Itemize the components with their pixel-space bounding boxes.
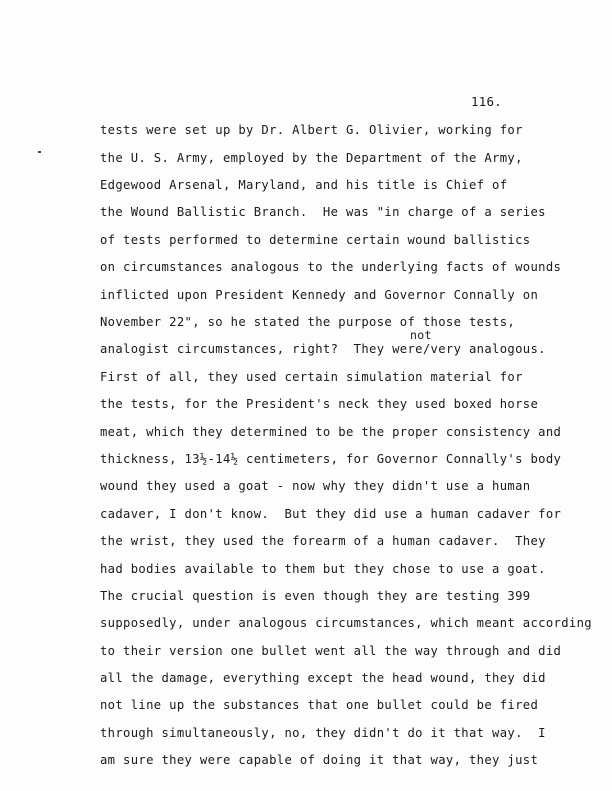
text-line: am sure they were capable of doing it that way, they just [100, 753, 539, 767]
text-line: through simultaneously, no, they didn't do it that way. I [100, 726, 546, 740]
text-line: the wrist, they used the forearm of a human cadaver. They [100, 534, 546, 548]
text-line: thickness, 13½-14½ centimeters, for Governor Connally's body [100, 452, 562, 466]
text-line: supposedly, under analogous circumstances, which meant according [100, 616, 592, 630]
text-line: tests were set up by Dr. Albert G. Olivier, working for [100, 123, 523, 137]
text-line: meat, which they determined to be the proper consistency and [100, 425, 562, 439]
text-line: wound they used a goat - now why they didn't use a human [100, 479, 531, 493]
text-line: The crucial question is even though they are testing 399 [100, 589, 531, 603]
text-line: not line up the substances that one bullet could be fired [100, 698, 539, 712]
text-line: inflicted upon President Kennedy and Governor Connally on [100, 288, 539, 302]
text-line: of tests performed to determine certain wound ballistics [100, 233, 531, 247]
text-line: on circumstances analogous to the underlying facts of wounds [100, 260, 562, 274]
text-line: to their version one bullet went all the way through and did [100, 644, 562, 658]
text-line: cadaver, I don't know. But they did use a human cadaver for [100, 507, 562, 521]
text-line: Edgewood Arsenal, Maryland, and his title is Chief of [100, 178, 508, 192]
margin-mark [38, 151, 41, 153]
text-line: analogist circumstances, right? They were/very analogous. [100, 342, 546, 356]
page-number: 116. [471, 94, 502, 109]
text-line: all the damage, everything except the head wound, they did [100, 671, 546, 685]
interlinear-insertion: not [410, 328, 432, 342]
text-line: had bodies available to them but they chose to use a goat. [100, 562, 546, 576]
text-line: November 22", so he stated the purpose of those tests, [100, 315, 516, 329]
text-line: the U. S. Army, employed by the Department of the Army, [100, 151, 523, 165]
text-line: the tests, for the President's neck they used boxed horse [100, 397, 539, 411]
text-line: First of all, they used certain simulation material for [100, 370, 523, 384]
text-line: the Wound Ballistic Branch. He was "in charge of a series [100, 205, 546, 219]
